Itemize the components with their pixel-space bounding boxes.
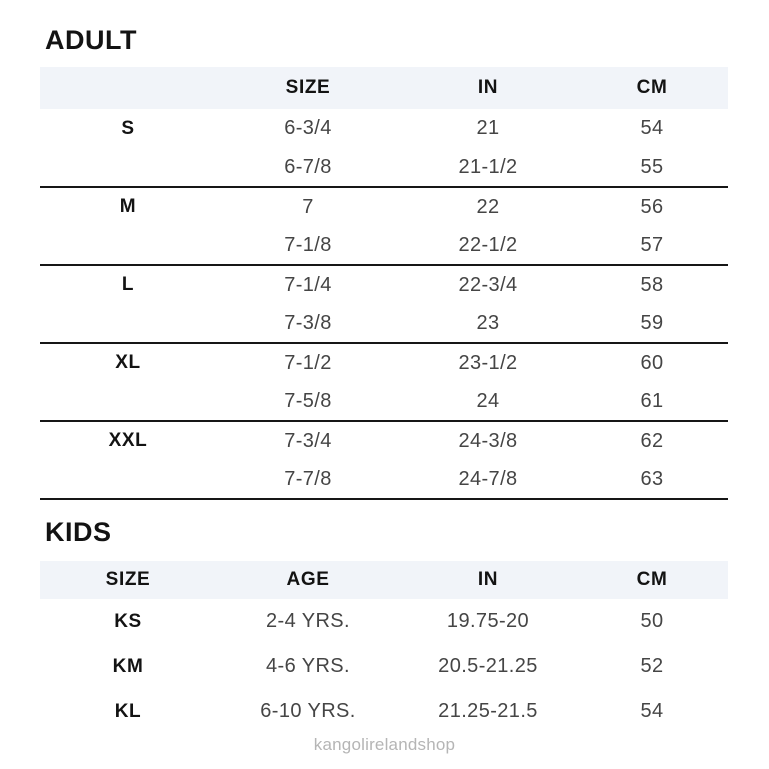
table-row bbox=[40, 187, 728, 226]
row-label: KM bbox=[112, 655, 144, 677]
cm-cell: 62 bbox=[640, 429, 664, 452]
size-cell: 7 bbox=[302, 195, 314, 218]
row-label bbox=[40, 304, 216, 343]
row-label: KS bbox=[114, 610, 142, 632]
size-cell: 7-1/2 bbox=[284, 351, 332, 374]
table-row bbox=[40, 689, 728, 734]
cm-cell: 57 bbox=[576, 226, 728, 265]
table-row bbox=[40, 226, 728, 265]
in-cell: 22-1/2 bbox=[400, 226, 576, 265]
row-label bbox=[40, 226, 216, 265]
watermark: kangolirelandshop bbox=[313, 735, 456, 754]
kids-header-row bbox=[40, 561, 728, 599]
table-row bbox=[40, 421, 728, 460]
size-cell: 6-3/4 bbox=[284, 117, 332, 139]
in-cell: 19.75-20 bbox=[446, 610, 530, 632]
kids-size-table bbox=[40, 561, 728, 734]
size-cell: 7-3/8 bbox=[216, 304, 400, 343]
table-row bbox=[40, 460, 728, 499]
age-cell: 6-10 YRS. bbox=[260, 700, 356, 722]
in-cell: 24 bbox=[400, 382, 576, 421]
cm-cell: 63 bbox=[576, 460, 728, 499]
adult-header-in: IN bbox=[400, 67, 576, 109]
table-row bbox=[40, 644, 728, 689]
adult-size-table bbox=[40, 67, 728, 500]
table-row bbox=[40, 599, 728, 644]
row-label bbox=[40, 460, 216, 499]
cm-cell: 59 bbox=[576, 304, 728, 343]
table-row bbox=[40, 304, 728, 343]
in-cell: 22-3/4 bbox=[458, 273, 518, 296]
in-cell: 23-1/2 bbox=[458, 351, 518, 374]
kids-header-size: SIZE bbox=[40, 561, 216, 599]
cm-cell: 50 bbox=[640, 610, 664, 632]
row-label bbox=[40, 148, 216, 187]
size-cell: 6-7/8 bbox=[216, 148, 400, 187]
row-label: XXL bbox=[108, 430, 148, 451]
cm-cell: 58 bbox=[640, 273, 664, 296]
row-label: M bbox=[119, 196, 137, 217]
table-row bbox=[40, 148, 728, 187]
adult-header-cm: CM bbox=[576, 67, 728, 109]
size-cell: 7-5/8 bbox=[216, 382, 400, 421]
row-label: L bbox=[121, 274, 135, 295]
size-cell: 7-3/4 bbox=[284, 429, 332, 452]
age-cell: 2-4 YRS. bbox=[266, 610, 350, 632]
size-cell: 7-1/4 bbox=[284, 273, 332, 296]
table-row bbox=[40, 382, 728, 421]
kids-header-age: AGE bbox=[216, 561, 400, 599]
adult-header-size: SIZE bbox=[216, 67, 400, 109]
kids-header-cm: CM bbox=[576, 561, 728, 599]
in-cell: 23 bbox=[400, 304, 576, 343]
in-cell: 24-3/8 bbox=[458, 429, 518, 452]
in-cell: 24-7/8 bbox=[400, 460, 576, 499]
in-cell: 21.25-21.5 bbox=[438, 700, 538, 722]
row-label bbox=[40, 382, 216, 421]
size-cell: 7-1/8 bbox=[216, 226, 400, 265]
in-cell: 21 bbox=[476, 117, 500, 139]
in-cell: 20.5-21.25 bbox=[438, 655, 538, 677]
cm-cell: 60 bbox=[640, 351, 664, 374]
cm-cell: 55 bbox=[576, 148, 728, 187]
kids-section-title: KIDS bbox=[45, 517, 112, 547]
row-label: S bbox=[121, 117, 135, 139]
in-cell: 21-1/2 bbox=[400, 148, 576, 187]
adult-header-blank bbox=[40, 67, 216, 109]
cm-cell: 54 bbox=[640, 700, 664, 722]
table-row bbox=[40, 109, 728, 148]
cm-cell: 54 bbox=[640, 117, 664, 139]
row-label: KL bbox=[114, 700, 142, 722]
cm-cell: 56 bbox=[640, 195, 664, 218]
table-row bbox=[40, 343, 728, 382]
cm-cell: 52 bbox=[640, 655, 664, 677]
adult-section-title: ADULT bbox=[45, 25, 137, 55]
kids-header-in: IN bbox=[400, 561, 576, 599]
size-cell: 7-7/8 bbox=[216, 460, 400, 499]
table-row bbox=[40, 265, 728, 304]
adult-header-row bbox=[40, 67, 728, 109]
row-label: XL bbox=[115, 352, 141, 373]
in-cell: 22 bbox=[476, 195, 500, 218]
age-cell: 4-6 YRS. bbox=[266, 655, 350, 677]
cm-cell: 61 bbox=[576, 382, 728, 421]
